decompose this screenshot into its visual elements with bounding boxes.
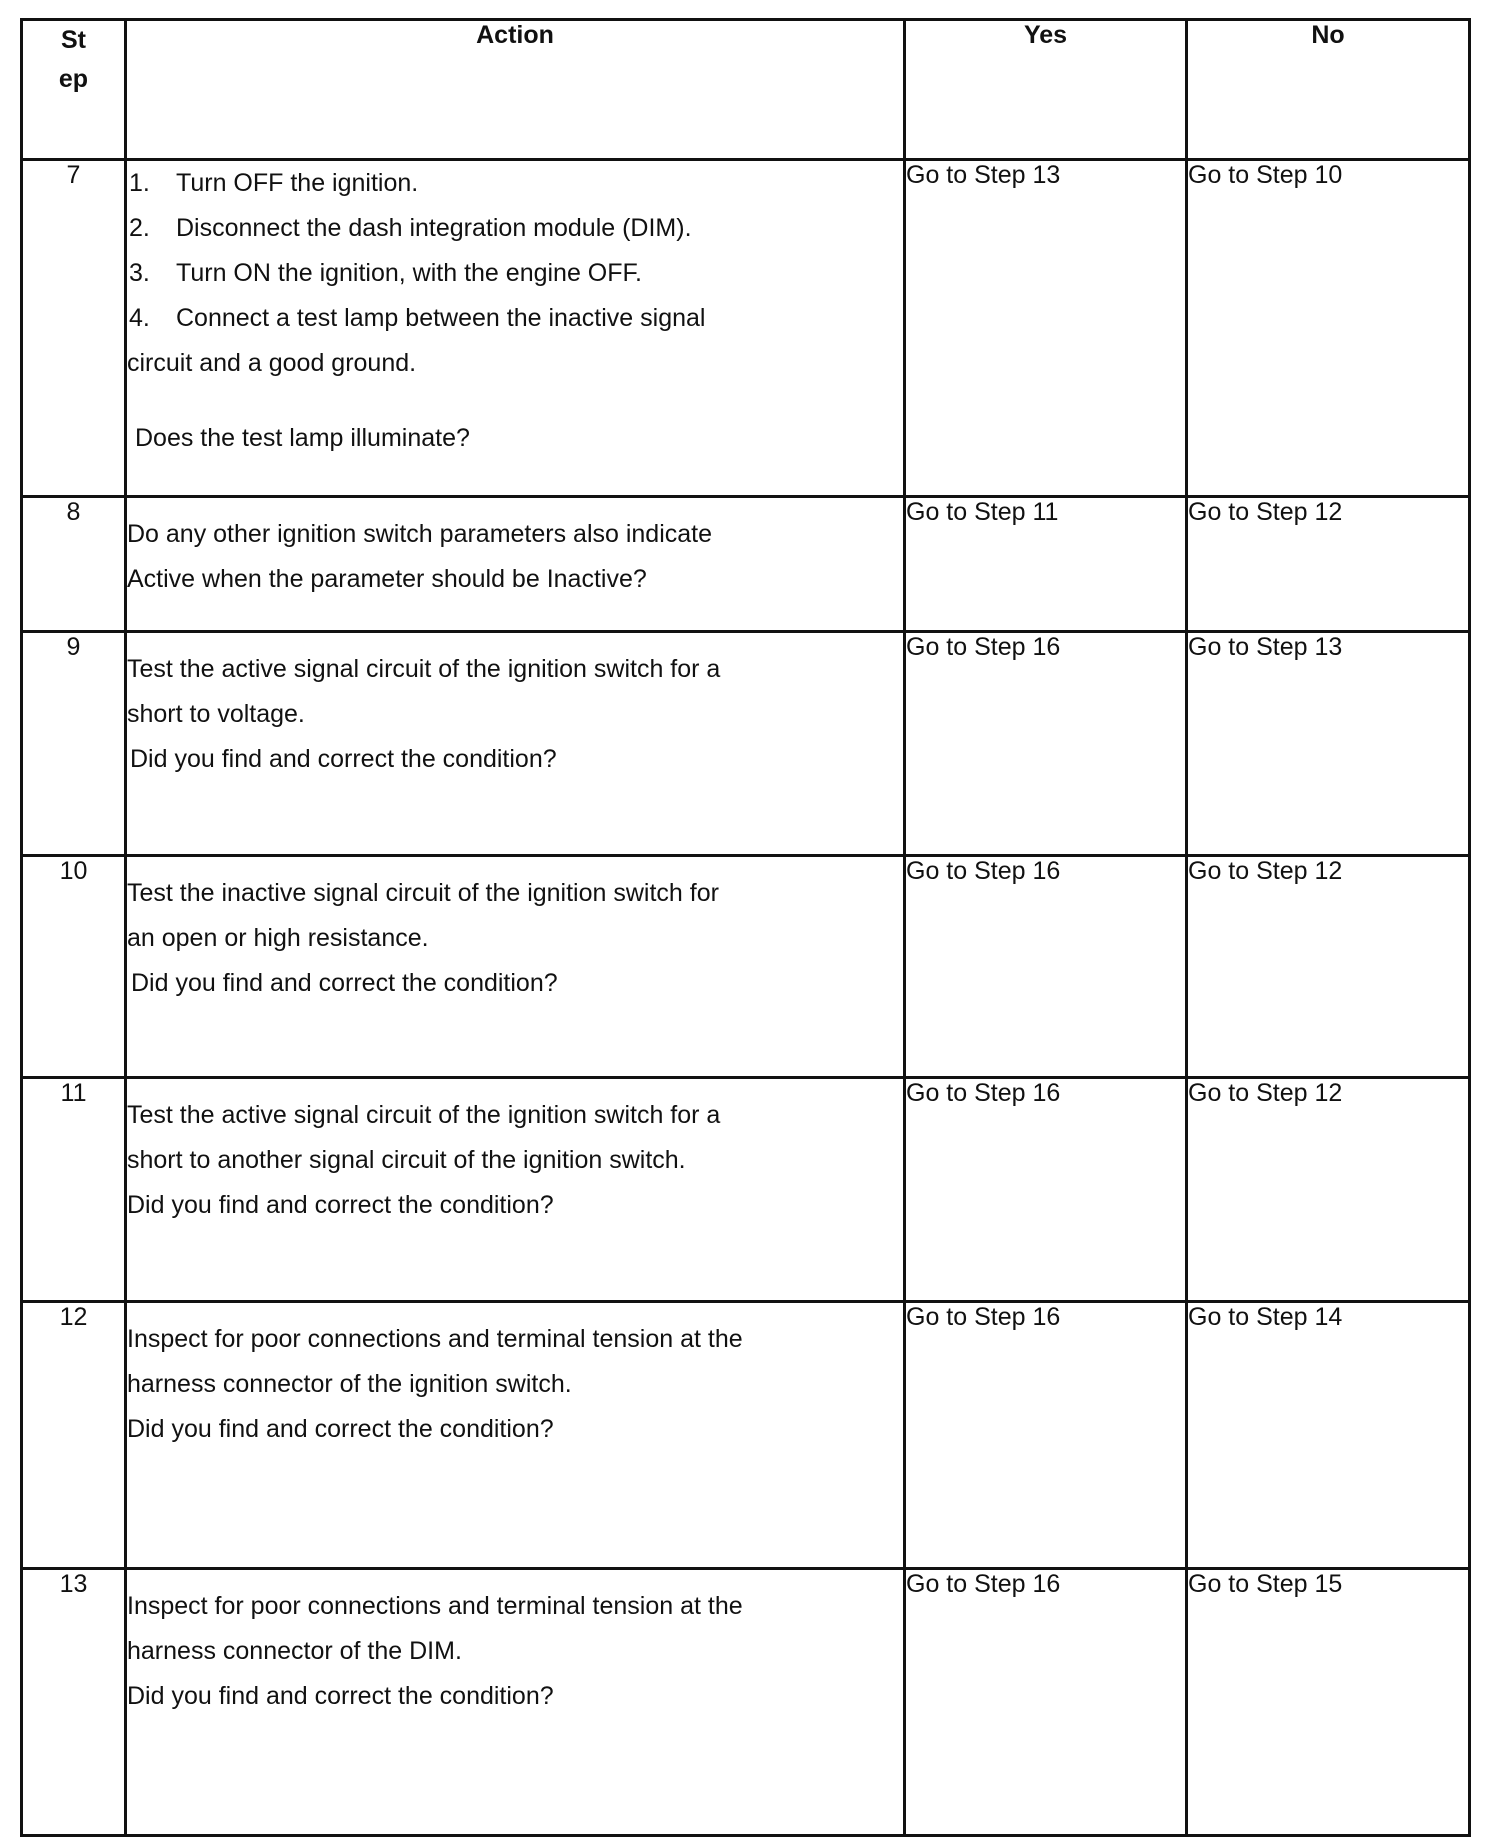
no-cell: Go to Step 12: [1187, 497, 1470, 632]
list-item-text: Turn OFF the ignition.: [176, 169, 419, 197]
no-cell: Go to Step 10: [1187, 160, 1470, 497]
action-question: Did you find and correct the condition?: [127, 1415, 554, 1443]
header-step: [22, 20, 126, 160]
step-number: 9: [22, 632, 126, 856]
yes-cell: Go to Step 16: [905, 1078, 1187, 1302]
no-cell: Go to Step 12: [1187, 1078, 1470, 1302]
list-item-number: 2.: [129, 214, 150, 242]
yes-cell: Go to Step 16: [905, 856, 1187, 1078]
action-cell: [126, 856, 905, 1078]
table-row: [22, 632, 1470, 856]
action-line: Inspect for poor connections and terminal tension at the: [127, 1325, 743, 1353]
action-steps-list: [127, 161, 903, 341]
no-cell: Go to Step 14: [1187, 1302, 1470, 1569]
step-number: 8: [22, 497, 126, 632]
action-line: harness connector of the ignition switch.: [127, 1370, 572, 1398]
action-question: Did you find and correct the condition?: [127, 1191, 554, 1219]
no-cell: Go to Step 12: [1187, 856, 1470, 1078]
list-item: [127, 251, 903, 296]
action-line: short to another signal circuit of the ignition switch.: [127, 1146, 686, 1174]
step-number: 13: [22, 1569, 126, 1836]
yes-cell: Go to Step 13: [905, 160, 1187, 497]
no-cell: Go to Step 13: [1187, 632, 1470, 856]
step-number: 10: [22, 856, 126, 1078]
action-question: Did you find and correct the condition?: [131, 969, 558, 997]
list-item-text: Connect a test lamp between the inactive signal: [176, 304, 706, 332]
list-item: [127, 206, 903, 251]
list-item-text: Turn ON the ignition, with the engine OFF.: [176, 259, 642, 287]
list-item-text: Disconnect the dash integration module (DIM).: [176, 214, 692, 242]
action-line: Inspect for poor connections and terminal tension at the: [127, 1592, 743, 1620]
action-line: short to voltage.: [127, 700, 305, 728]
step-number: 11: [22, 1078, 126, 1302]
table-row: [22, 497, 1470, 632]
action-continuation: circuit and a good ground.: [127, 349, 417, 377]
action-cell: [126, 1078, 905, 1302]
action-line: Test the active signal circuit of the ignition switch for a: [127, 1101, 721, 1129]
action-cell: [126, 1302, 905, 1569]
table-row: [22, 1078, 1470, 1302]
step-number: 12: [22, 1302, 126, 1569]
action-line: Active when the parameter should be Inactive?: [127, 565, 647, 593]
action-line: Test the active signal circuit of the ignition switch for a: [127, 655, 721, 683]
yes-cell: Go to Step 16: [905, 1569, 1187, 1836]
list-item-number: 1.: [129, 169, 150, 197]
list-item: [127, 296, 903, 341]
action-cell: [126, 160, 905, 497]
list-item-number: 3.: [129, 259, 150, 287]
action-cell: [126, 497, 905, 632]
yes-cell: Go to Step 16: [905, 1302, 1187, 1569]
action-question: Did you find and correct the condition?: [127, 1682, 554, 1710]
step-number: 7: [22, 160, 126, 497]
list-item-number: 4.: [129, 304, 150, 332]
table-header-row: [22, 20, 1470, 160]
table-row: [22, 856, 1470, 1078]
action-line: Test the inactive signal circuit of the ignition switch for: [127, 879, 719, 907]
table-row: [22, 1569, 1470, 1836]
diagnostic-steps-table: [20, 18, 1471, 1837]
action-line: harness connector of the DIM.: [127, 1637, 462, 1665]
action-question: Does the test lamp illuminate?: [135, 424, 470, 452]
header-yes: Yes: [905, 20, 1187, 160]
action-line: Do any other ignition switch parameters also indicate: [127, 520, 713, 548]
no-cell: Go to Step 15: [1187, 1569, 1470, 1836]
header-action: Action: [126, 20, 905, 160]
yes-cell: Go to Step 16: [905, 632, 1187, 856]
list-item: [127, 161, 903, 206]
table-row: [22, 160, 1470, 497]
header-step-line2: ep: [58, 65, 89, 93]
header-no: No: [1187, 20, 1470, 160]
action-question: Did you find and correct the condition?: [130, 745, 557, 773]
action-cell: [126, 632, 905, 856]
action-line: an open or high resistance.: [127, 924, 429, 952]
action-cell: [126, 1569, 905, 1836]
table-row: [22, 1302, 1470, 1569]
yes-cell: Go to Step 11: [905, 497, 1187, 632]
header-step-line1: St: [61, 26, 86, 54]
